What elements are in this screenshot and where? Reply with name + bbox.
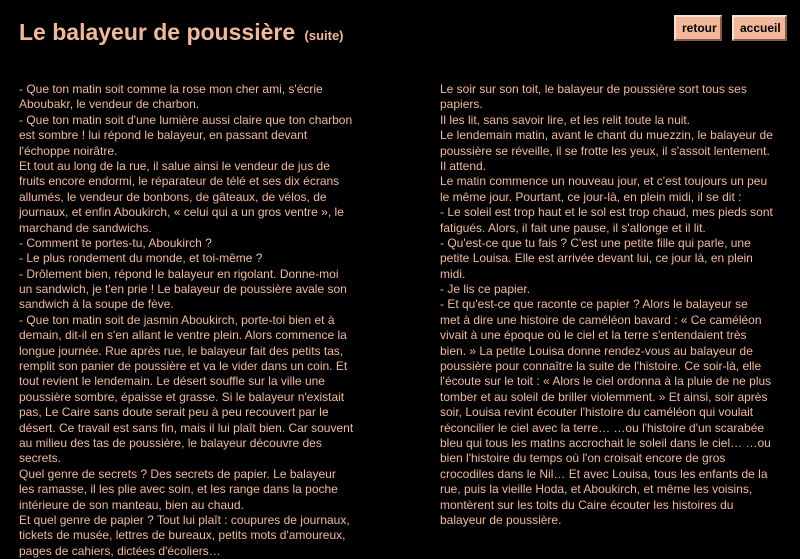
right-column-line: réconcilier le ciel avec la terre… …ou l'histoire d'un scarabée: [440, 420, 765, 435]
left-column-line: pas, Le Caire sans doute serait peu à peu recouvert par le: [19, 405, 329, 420]
page-title: [19, 16, 344, 52]
right-column-line: l'écoute sur le toit : « Alors le ciel ordonna à la pluie de ne plus: [440, 374, 772, 389]
right-column-line: crocodiles dans le Nil… Et avec Louisa, tous les enfants de la: [440, 466, 768, 481]
left-column-line: Et quel genre de papier ? Tout lui plaît : coupures de journaux,: [19, 512, 350, 527]
right-column-line: - Et qu'est-ce que raconte ce papier ? Alors le balayeur se: [440, 297, 748, 312]
right-column-line: Le matin commence un nouveau jour, et c'est toujours un peu: [440, 174, 768, 189]
left-column-line: marchand de sandwichs.: [19, 220, 152, 235]
right-column-line: Le soir sur son toit, le balayeur de poussière sort tous ses: [440, 82, 747, 96]
left-column-line: Aboubakr, le vendeur de charbon.: [19, 97, 200, 112]
right-column-line: soir, Louisa revint écouter l'histoire du caméléon qui voulait: [440, 405, 754, 420]
left-column-line: l'échoppe noirâtre.: [19, 143, 118, 158]
right-column-line: balayeur de poussière.: [440, 512, 562, 527]
left-column-line: tickets de musée, lettres de bureaux, petits mots d'amoureux,: [19, 528, 346, 543]
left-column-line: - Comment te portes-tu, Aboukirch ?: [19, 235, 212, 250]
left-column-line: les ramasse, il les plie avec soin, et les range dans la poche: [19, 482, 338, 497]
right-column-line: bien. » La petite Louisa donne rendez-vous au balayeur de: [440, 343, 753, 358]
left-column-line: fruits encore endormi, le réparateur de télé et ses dix écrans: [19, 174, 340, 189]
left-column-line: Quel genre de secrets ? Des secrets de papier. Le balayeur: [19, 466, 336, 481]
left-column-line: un sandwich, je t'en prie ! Le balayeur de poussière avale son: [19, 282, 347, 297]
left-column-line: au milieu des tas de poussière, le balayeur découvre des: [19, 435, 322, 450]
left-column-line: tout revient le lendemain. Le désert souffle sur la ville une: [19, 374, 325, 389]
left-column-line: allumés, le vendeur de bonbons, de gâteaux, de vélos, de: [19, 189, 327, 204]
left-column-line: demain, dit-il en s'en allant le ventre plein. Alors commence la: [19, 328, 347, 343]
left-column-line: - Le plus rondement du monde, et toi-même ?: [19, 251, 263, 266]
right-column-line: midi.: [440, 266, 466, 281]
left-column-line: - Que ton matin soit comme la rose mon cher ami, s'écrie: [19, 82, 323, 96]
right-column-line: montèrent sur les toits du Caire écouter les histoires du: [440, 497, 734, 512]
left-column-line: - Que ton matin soit d'une lumière aussi claire que ton charbon: [19, 112, 353, 127]
left-column-line: remplit son panier de poussière et va le vider dans un coin. Et: [19, 359, 348, 374]
left-column-line: désert. Ce travail est sans fin, mais il lui plaît bien. Car souvent: [19, 420, 354, 435]
left-column-line: est sombre ! lui répond le balayeur, en passant devant: [19, 128, 308, 143]
right-column-line: tomber et au soleil de briller violemment. » Et ainsi, soir après: [440, 389, 768, 404]
nav-buttons: [674, 15, 787, 41]
left-column-line: poussière sombre, épaisse et grasse. Si le balayeur n'existait: [19, 389, 345, 404]
left-column-line: secrets.: [19, 451, 62, 466]
right-column-line: Il attend.: [440, 158, 487, 173]
right-column-line: le même jour. Pourtant, ce jour-là, en plein midi, il se dit :: [440, 189, 742, 204]
right-column-line: poussière se réveille, il se frotte les yeux, il s'assoit lentement.: [440, 143, 770, 158]
right-column-line: fatigués. Alors, il fait une pause, il s'allonge et il lit.: [440, 220, 706, 235]
right-column-line: Le lendemain matin, avant le chant du muezzin, le balayeur de: [440, 128, 773, 143]
accueil-button[interactable]: accueil: [732, 15, 787, 41]
right-column-line: petite Louisa. Elle est arrivée devant lui, ce jour là, en plein: [440, 251, 753, 266]
right-column-line: - Qu'est-ce que tu fais ? C'est une petite fille qui parle, une: [440, 235, 751, 250]
right-column-line: bien l'histoire du temps où l'on croisait encore de gros: [440, 451, 726, 466]
left-column-line: journaux, et enfin Aboukirch, « celui qui a un gros ventre », le: [19, 205, 344, 220]
left-column-line: - Drôlement bien, répond le balayeur en rigolant. Donne-moi: [19, 266, 339, 281]
left-column-line: sandwich à la soupe de fève.: [19, 297, 174, 312]
left-column-line: - Que ton matin soit de jasmin Aboukirch, porte-toi bien et à: [19, 312, 335, 327]
left-column-line: intérieure de son manteau, bien au chaud.: [19, 497, 244, 512]
right-column-line: papiers.: [440, 97, 483, 112]
right-column-line: poussière pour connaître la suite de l'histoire. Ce soir-là, elle: [440, 359, 762, 374]
right-column-line: vivait à une époque où le ciel et la terre s'entendaient très: [440, 328, 747, 343]
right-column-line: Il les lit, sans savoir lire, et les relit toute la nuit.: [440, 112, 691, 127]
story-column-left: [19, 82, 359, 559]
page-title-suffix: (suite): [304, 28, 344, 43]
left-column-line: pages de cahiers, dictées d'écoliers…: [19, 543, 221, 558]
retour-button[interactable]: retour: [674, 15, 722, 41]
right-column-line: - Je lis ce papier.: [440, 282, 531, 297]
left-column-line: longue journée. Rue après rue, le balayeur fait des petits tas,: [19, 343, 344, 358]
right-column-line: met à dire une histoire de caméléon bavard : « Ce caméléon: [440, 312, 762, 327]
left-column-line: Et tout au long de la rue, il salue ainsi le vendeur de jus de: [19, 158, 330, 173]
page-title-text: Le balayeur de poussière: [19, 19, 296, 45]
right-column-line: rue, puis la vieille Hoda, et Aboukirch, et même les voisins,: [440, 482, 753, 497]
right-column-line: bleu qui tous les matins accrochait le soleil dans le ciel… …ou: [440, 435, 771, 450]
story-column-right: [440, 82, 785, 528]
right-column-line: - Le soleil est trop haut et le sol est trop chaud, mes pieds sont: [440, 205, 773, 220]
